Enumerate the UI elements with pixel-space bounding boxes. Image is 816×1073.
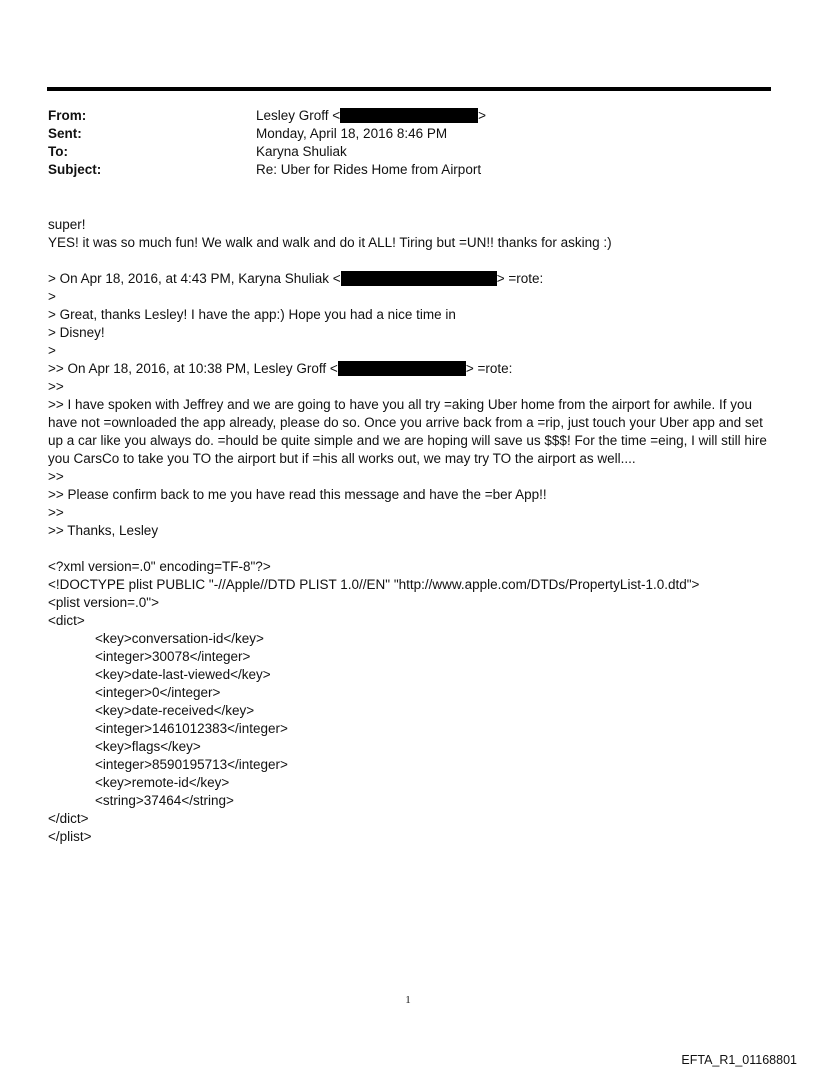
- plist-line: <string>37464</string>: [95, 793, 234, 808]
- from-close: >: [478, 108, 487, 123]
- plist-line: <integer>30078</integer>: [95, 649, 251, 664]
- page-number: 1: [405, 994, 411, 1006]
- quote-attribution-end: > =rote:: [496, 271, 544, 286]
- body-line: super!: [48, 217, 86, 232]
- plist-line: <!DOCTYPE plist PUBLIC "-//Apple//DTD PLIST 1.0//EN" "http://www.apple.com/DTDs/PropertyList-1.0.dtd">: [48, 577, 700, 592]
- redaction-bar: [340, 108, 478, 123]
- quote-line: > Great, thanks Lesley! I have the app:) Hope you had a nice time in: [48, 307, 456, 322]
- plist-line: <key>date-last-viewed</key>: [95, 667, 271, 682]
- to-row: [48, 143, 768, 161]
- redaction-bar: [341, 271, 497, 286]
- quote-line: > Disney!: [48, 325, 105, 340]
- plist-line: <plist version=.0">: [48, 595, 159, 610]
- document-id: EFTA_R1_01168801: [681, 1053, 797, 1067]
- quote-line: >>: [48, 379, 64, 394]
- from-name: Lesley Groff <: [256, 108, 341, 123]
- plist-line: <integer>0</integer>: [95, 685, 221, 700]
- sent-label: Sent:: [48, 126, 82, 141]
- from-label: From:: [48, 108, 87, 123]
- quote-line: [48, 360, 778, 378]
- sent-row: [48, 125, 768, 143]
- quote-paragraph: >> I have spoken with Jeffrey and we are going to have you all try =aking Uber home from the airport for awhile. If you have not =ownloaded the app already, please do so. Once you arrive back from a =rip, just touch your Uber app and set up a car like you always do. =hould be quite simple and we are hoping will save us $$$! For the time =eing, I will still hire you CarsCo to take you TO the airport but if =his all works out, we may try TO the airport as well....: [48, 397, 767, 466]
- plist-line: <integer>1461012383</integer>: [95, 721, 288, 736]
- subject-row: [48, 161, 768, 179]
- email-body: [48, 216, 778, 846]
- to-label: To:: [48, 144, 68, 159]
- header-rule: [47, 87, 771, 91]
- quote-attribution-end: > =rote:: [465, 361, 513, 376]
- quote-attribution: > On Apr 18, 2016, at 4:43 PM, Karyna Shuliak <: [48, 271, 341, 286]
- sent-value: Monday, April 18, 2016 8:46 PM: [256, 126, 448, 141]
- email-header: [48, 107, 768, 179]
- quote-attribution: >> On Apr 18, 2016, at 10:38 PM, Lesley Groff <: [48, 361, 338, 376]
- plist-line: <key>flags</key>: [95, 739, 201, 754]
- plist-line: <integer>8590195713</integer>: [95, 757, 288, 772]
- plist-line: </plist>: [48, 829, 92, 844]
- redaction-bar: [338, 361, 466, 376]
- plist-line: <?xml version=.0" encoding=TF-8"?>: [48, 559, 271, 574]
- quote-line: >: [48, 289, 56, 304]
- quote-line: >> Please confirm back to me you have read this message and have the =ber App!!: [48, 487, 547, 502]
- plist-line: </dict>: [48, 811, 89, 826]
- quote-line: [48, 270, 778, 288]
- quote-line: >: [48, 343, 56, 358]
- plist-line: <dict>: [48, 613, 85, 628]
- to-value: Karyna Shuliak: [256, 144, 347, 159]
- quote-line: >>: [48, 505, 64, 520]
- subject-value: Re: Uber for Rides Home from Airport: [256, 162, 482, 177]
- quote-line: >> Thanks, Lesley: [48, 523, 159, 538]
- body-line: YES! it was so much fun! We walk and walk and do it ALL! Tiring but =UN!! thanks for asking :): [48, 235, 612, 250]
- subject-label: Subject:: [48, 162, 102, 177]
- quote-line: >>: [48, 469, 64, 484]
- plist-line: <key>date-received</key>: [95, 703, 255, 718]
- plist-line: <key>remote-id</key>: [95, 775, 230, 790]
- plist-line: <key>conversation-id</key>: [95, 631, 264, 646]
- from-row: [48, 107, 768, 125]
- from-value: [256, 107, 486, 125]
